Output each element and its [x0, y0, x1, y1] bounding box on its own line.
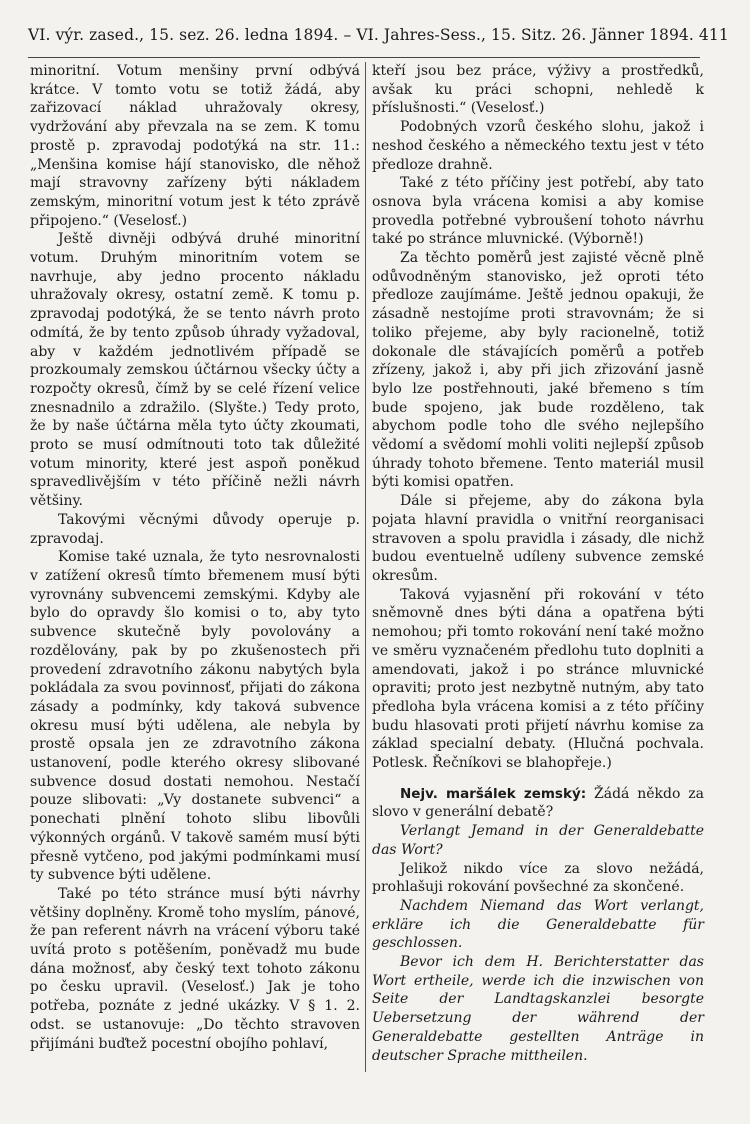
paragraph-german: Bevor ich dem H. Berichterstatter das Wort ertheile, werde ich die inzwischen von Seite der Landtagskanzlei besorgte Uebersetzung der während der Generaldebatte gestellten Anträge in deutscher Sprache mittheilen. — [372, 954, 704, 1064]
paragraph-german: Verlangt Jemand in der Generaldebatte das Wort? — [372, 823, 704, 858]
paragraph: Také po této stránce musí býti návrhy většiny doplněny. Kromě toho myslím, pánové, že pan referent návrh na vrácení výboru také uvítá proto s potěšením, poněvadž mu bude dána možnosť, aby český text tohoto zákonu po česku upravil. (Veselosť.) Jak je toho potřeba, poznáte z jedné ukázky. V § 1. 2. odst. se ustanovuje: „Do těchto stravoven přijímáni buďtež pocestní obojího pohlaví, — [30, 885, 360, 1052]
paragraph: Komise také uznala, že tyto nesrovnalosti v zatížení okresů tímto břemenem musí býti vyrovnány subvencemi zemskými. Kdyby ale bylo do opravdy šlo komisi o to, aby tyto subvence skutečně byly povolovány a rozdělovány, pak by po zkušenostech při provedení zdravotního zákonu nabytých byla pokládala za svou povinnosť, přijati do zákona zásady a podmínky, kdy taková subvence okresu musí býti udělena, ale nebyla by prostě opsala jen ze zdravotního zákona ustanovení, podle kterého okresy slibované subvence dosud dostati nemohou. Nestačí pouze slibovati: „Vy dostanete subvenci“ a ponechati plnění tohoto slibu libovůli výkonných orgánů. V takově samém musí býti přesně vytčeno, pod jakými podmínkami musí ty subvence býti udělene. — [30, 549, 360, 884]
speaker-text: Žádá někdo za slovo v generální debatě? — [372, 785, 705, 821]
speaker-paragraph — [372, 785, 704, 822]
paragraph: Podobných vzorů českého slohu, jakož i neshod českého a německého textu jest v této předloze drahně. — [372, 119, 704, 173]
speaker-name: Nejv. maršálek zemský: — [400, 785, 587, 802]
paragraph: Také z této příčiny jest potřebí, aby tato osnova byla vrácena komisi a aby komise provedla potřebné vybroušení tohoto návrhu také po stránce mluvnické. (Výborně!) — [372, 175, 704, 248]
paragraph: Taková vyjasnění při rokování v této sněmovně dnes býti dána a opatřena býti nemohou; při tomto rokování není také možno ve směru vyznačeném předlohu tuto doplniti a amendovati, jakož i po stránce mluvnické opraviti; proto jest nezbytně nutným, aby tato předloha byla vrácena komisi a z této příčiny budu hlasovati proti přijetí návrhu komise za základ specialní debaty. (Hlučná pochvala. Potlesk. Řečníkovi se blahopřeje.) — [372, 586, 704, 772]
paragraph: kteří jsou bez práce, výživy a prostředků, avšak ku práci schopni, nehledě k příslušnosti.“ (Veselosť.) — [372, 63, 704, 117]
header-rule — [28, 57, 700, 58]
left-column — [30, 62, 360, 1053]
right-column — [372, 62, 704, 1065]
paragraph: Dále si přejeme, aby do zákona byla pojata hlavní pravidla o vnitřní reorganisaci stravoven a spolu pravidla i zásady, dle nichž budou eventuelně udíleny subvence zemské okresům. — [372, 493, 704, 584]
paragraph: Ještě divněji odbývá druhé minoritní votum. Druhým minoritním votem se navrhuje, aby jedno procento nákladu uhražovaly okresy, ostatní země. K tomu p. zpravodaj podotýká, že se tento návrh proto odmítá, že by tento způsob úhrady vyžadoval, aby v každém jednotlivém případě se prozkoumaly zemskou účtárnou všecky účty a rozpočty okresů, čímž by se celé řízení velice znesnadnilo a zdražilo. (Slyšte.) Tedy proto, že by naše účtárna měla tyto účty zkoumati, proto se musí odmítnouti toto tak důležité votum minority, které jest aspoň poněkud spravedlivějším v této příčině nežli návrh většiny. — [30, 231, 360, 510]
paragraph: Za těchto poměrů jest zajisté věcně plně odůvodněným stanovisko, jež oproti této předloze zaujímáme. Ještě jednou opakuji, že zásadně nestojíme proti stravovnám; že si toliko přejeme, aby byly racionelně, totiž dokonale dle stávajících poměrů a potřeb zřízeny, jakož i, aby při jich zřizování jasně bylo lze postřehnouti, jaké břemeno s tím bude spojeno, jak bude rozděleno, tak abychom podle toho dle svého nejlepšího vědomí a svědomí mohli voliti nejlepší způsob úhrady tohoto břemene. Tento materiál musil býti komisi opatřen. — [372, 250, 704, 491]
paragraph: Jelikož nikdo více za slovo nežádá, prohlašuji rokování povšechné za skončené. — [372, 860, 704, 896]
paragraph-german: Nachdem Niemand das Wort verlangt, erkläre ich die Generaldebatte für geschlossen. — [372, 897, 704, 952]
page-header: VI. výr. zased., 15. sez. 26. ledna 1894. – VI. Jahres-Sess., 15. Sitz. 26. Jänner 1894. 411 — [28, 26, 729, 44]
paragraph: Takovými věcnými důvody operuje p. zpravodaj. — [30, 511, 360, 547]
column-divider — [365, 62, 366, 1072]
paragraph: minoritní. Votum menšiny první odbývá krátce. V tomto votu se totiž žádá, aby zařizovací náklad uhražovaly okresy, vydržování aby převzala na se zem. K tomu prostě p. zpravodaj podotýká na str. 11.: „Menšina komise hájí stanovisko, dle něhož mají stravovny zařízeny býti nákladem zemským, minoritní votum jest k této zprávě připojeno.“ (Veselosť.) — [30, 63, 360, 229]
